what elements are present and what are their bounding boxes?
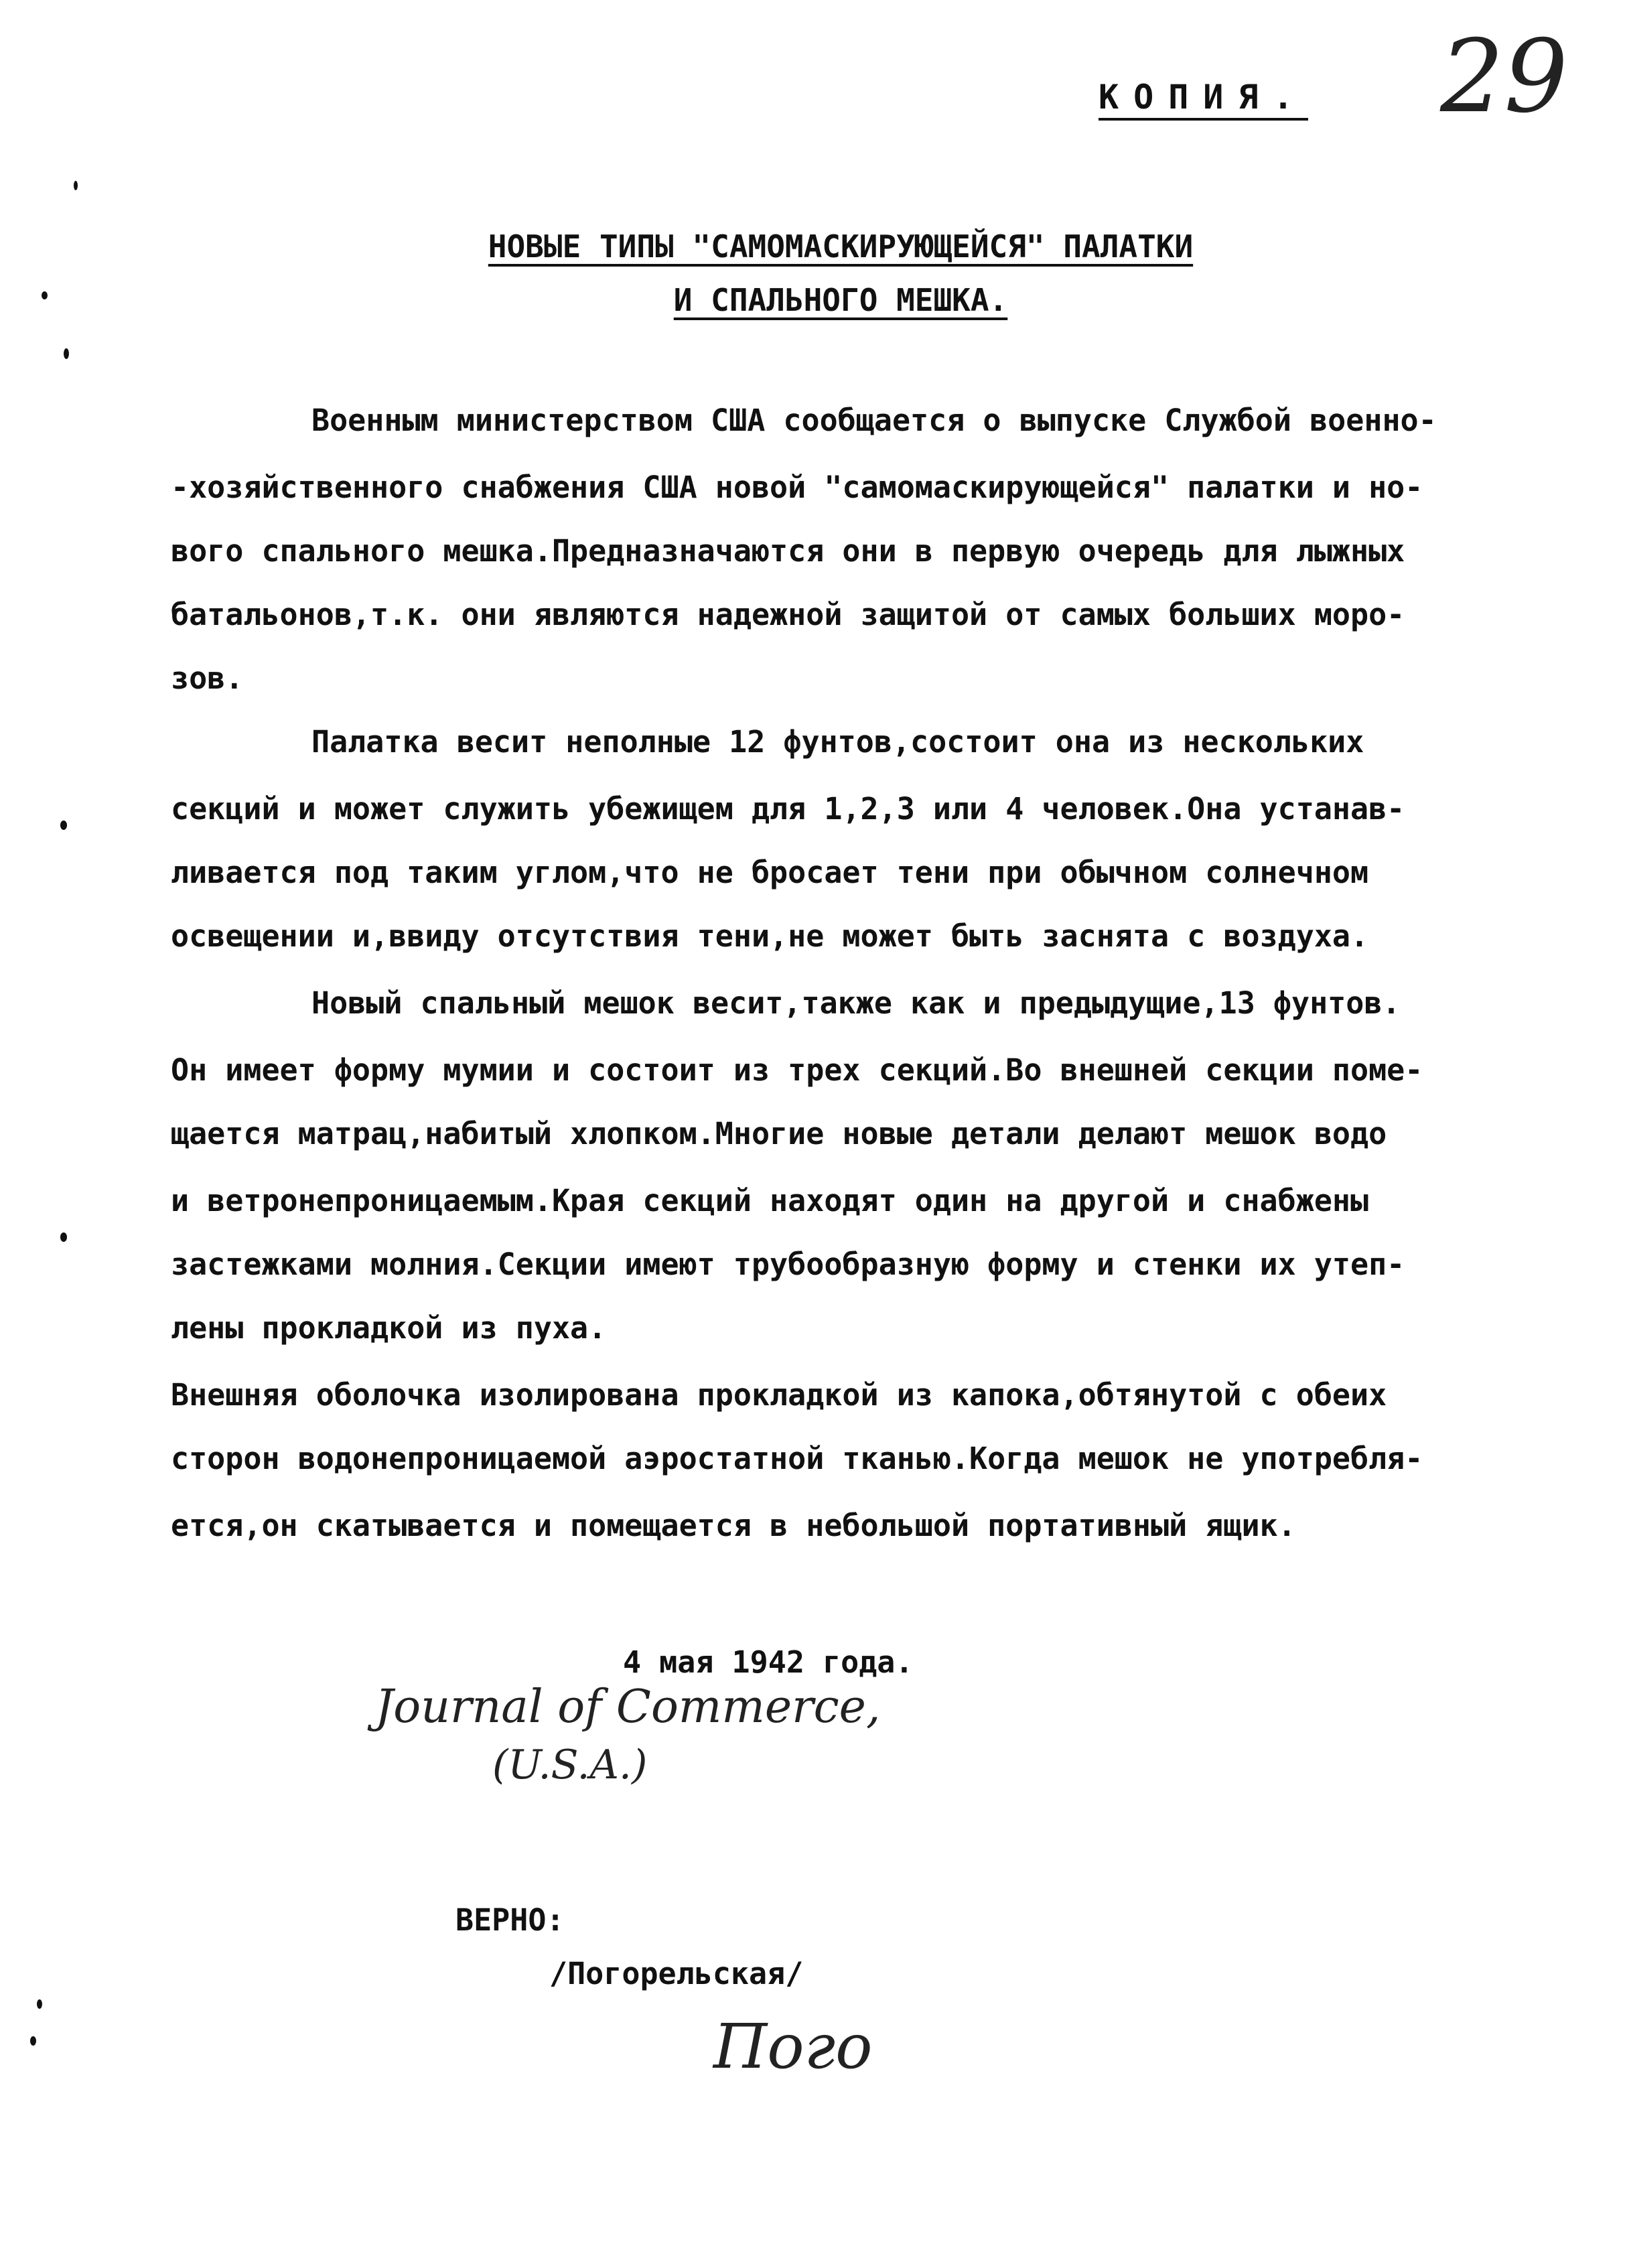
body-line: ливается под таким углом,что не бросает тени при обычном солнечном [171, 855, 1369, 890]
body-line: вого спального мешка.Предназначаются они в первую очередь для лыжных [171, 533, 1405, 569]
document-title-line-2: И СПАЛЬНОГО МЕШКА. [673, 282, 1008, 318]
handwritten-source-line-1: Journal of Commerce, [375, 1681, 881, 1733]
body-line: Палатка весит неполные 12 фунтов,состоит она из нескольких [311, 724, 1364, 760]
body-line: освещении и,ввиду отсутствия тени,не может быть заснята с воздуха. [171, 918, 1369, 954]
signature: Пого [713, 2011, 873, 2082]
scan-speck [60, 821, 67, 830]
handwritten-source-line-2: (U.S.A.) [492, 1742, 648, 1788]
copy-stamp: КОПИЯ. [1099, 80, 1308, 121]
body-line: застежками молния.Секции имеют трубообразную форму и стенки их утеп- [171, 1247, 1405, 1282]
body-line: батальонов,т.к. они являются надежной защитой от самых больших моро- [171, 597, 1405, 632]
body-line: -хозяйственного снабжения США новой "самомаскирующейся" палатки и но- [171, 470, 1423, 505]
body-line: щается матрац,набитый хлопком.Многие новые детали делают мешок водо [171, 1116, 1387, 1151]
body-line: ется,он скатывается и помещается в небольшой портативный ящик. [171, 1508, 1296, 1543]
document-date: 4 мая 1942 года. [623, 1644, 914, 1680]
handwritten-page-number: 29 [1440, 19, 1568, 135]
certification-label: ВЕРНО: [455, 1902, 565, 1938]
scan-speck [42, 291, 48, 299]
scan-speck [60, 1232, 67, 1242]
scan-speck [37, 1999, 42, 2009]
scan-speck [30, 2036, 36, 2046]
body-line: лены прокладкой из пуха. [171, 1310, 607, 1346]
body-line: Он имеет форму мумии и состоит из трех секций.Во внешней секции поме- [171, 1052, 1423, 1088]
body-line: секций и может служить убежищем для 1,2,3 или 4 человек.Она устанав- [171, 791, 1405, 827]
body-line: Внешняя оболочка изолирована прокладкой из капока,обтянутой с обеих [171, 1377, 1387, 1413]
body-line: и ветронепроницаемым.Края секций находят один на другой и снабжены [171, 1183, 1369, 1218]
body-line: Новый спальный мешок весит,также как и предыдущие,13 фунтов. [311, 985, 1401, 1021]
scan-speck [64, 348, 69, 359]
scan-speck [74, 181, 78, 190]
certifier-name: /Погорельская/ [549, 1956, 804, 1991]
body-line: сторон водонепроницаемой аэростатной тканью.Когда мешок не употребля- [171, 1441, 1423, 1476]
document-title-line-1: НОВЫЕ ТИПЫ "САМОМАСКИРУЮЩЕЙСЯ" ПАЛАТКИ [488, 228, 1194, 265]
body-line: зов. [171, 660, 244, 696]
body-line: Военным министерством США сообщается о выпуске Службой военно- [311, 403, 1437, 438]
